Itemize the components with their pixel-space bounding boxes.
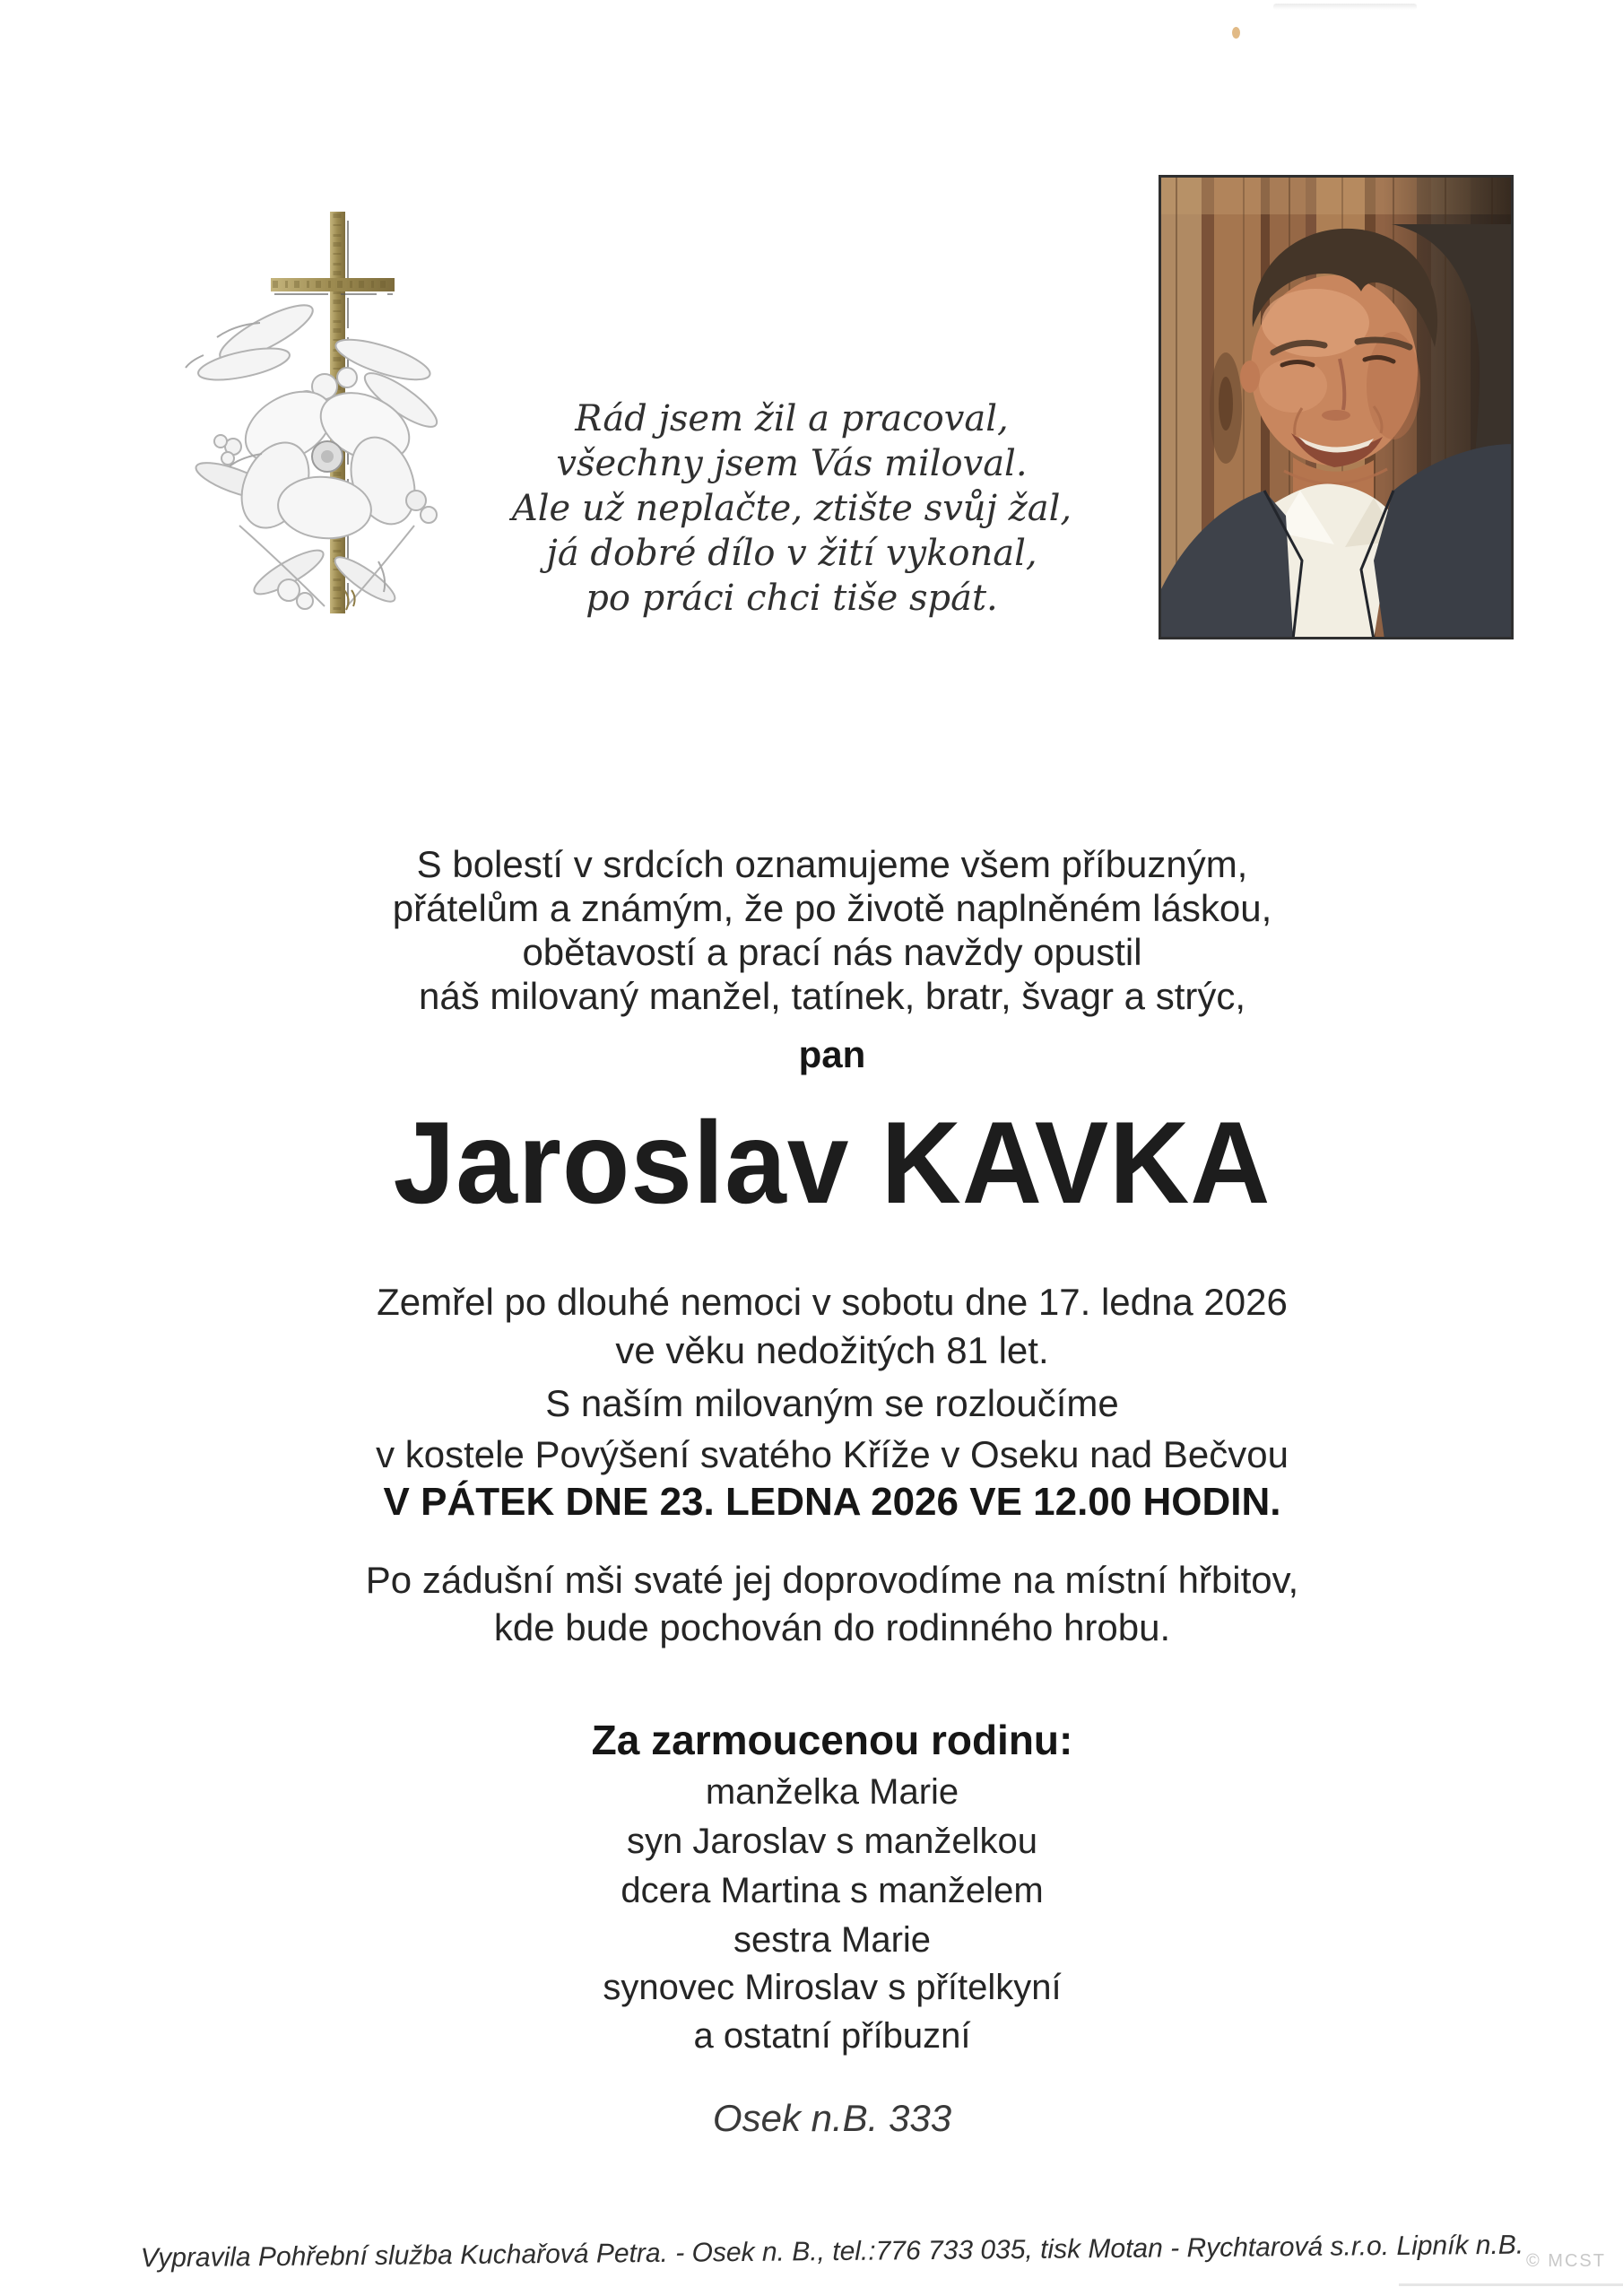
family-heading: Za zarmoucenou rodinu: [591,1717,1073,1763]
announcement-line: přátelům a známým, že po životě naplněném láskou, [392,887,1272,929]
family-member: sestra Marie [733,1920,932,1960]
funeral-date-line: V PÁTEK DNE 23. LEDNA 2026 VE 12.00 HODIN. [383,1480,1281,1524]
announcement-line: náš milovaný manžel, tatínek, bratr, švagr a strýc, [418,975,1246,1017]
verse-line: já dobré dílo v žití vykonal, [546,533,1037,574]
watermark: © MCST [1526,2251,1606,2271]
death-line: ve věku nedožitých 81 let. [615,1329,1049,1371]
announcement-line: S bolestí v srdcích oznamujeme všem příbuzným, [416,843,1248,885]
death-line: Zemřel po dlouhé nemoci v sobotu dne 17. ledna 2026 [377,1281,1288,1323]
burial-line: Po zádušní mši svaté jej doprovodíme na místní hřbitov, [365,1559,1299,1601]
address: Osek n.B. 333 [712,2097,952,2139]
cross-horizontal-beam [271,278,395,291]
farewell-line: v kostele Povýšení svatého Kříže v Oseku nad Bečvou [376,1433,1289,1475]
scan-smudge [1273,4,1417,10]
burial-line: kde bude pochován do rodinného hrobu. [493,1606,1171,1648]
scan-edge-artifact [1399,2283,1623,2286]
farewell-line: S naším milovaným se rozloučíme [545,1382,1119,1424]
family-member: synovec Miroslav s přítelkyní [603,1968,1062,2007]
verse-line: Ale už neplačte, ztište svůj žal, [511,488,1072,529]
verse-line: Rád jsem žil a pracoval, [575,398,1009,439]
verse-line: všechny jsem Vás miloval. [556,443,1028,484]
announcement-line: obětavostí a prací nás navždy opustil [522,931,1142,973]
funeral-service-footer: Vypravila Pohřební služba Kuchařová Petra. - Osek n. B., tel.:776 733 035, tisk Motan - Rychtarová s.r.o. Lipník n.B. [140,2230,1524,2274]
honorific: pan [798,1033,866,1075]
deceased-name: Jaroslav KAVKA [393,1097,1271,1228]
family-member: manželka Marie [705,1772,959,1812]
family-member: syn Jaroslav s manželkou [627,1822,1037,1861]
family-member: dcera Martina s manželem [621,1871,1044,1910]
verse-line: po práci chci tiše spát. [586,578,998,619]
scan-speck [1232,27,1240,39]
family-member: a ostatní příbuzní [693,2016,971,2056]
